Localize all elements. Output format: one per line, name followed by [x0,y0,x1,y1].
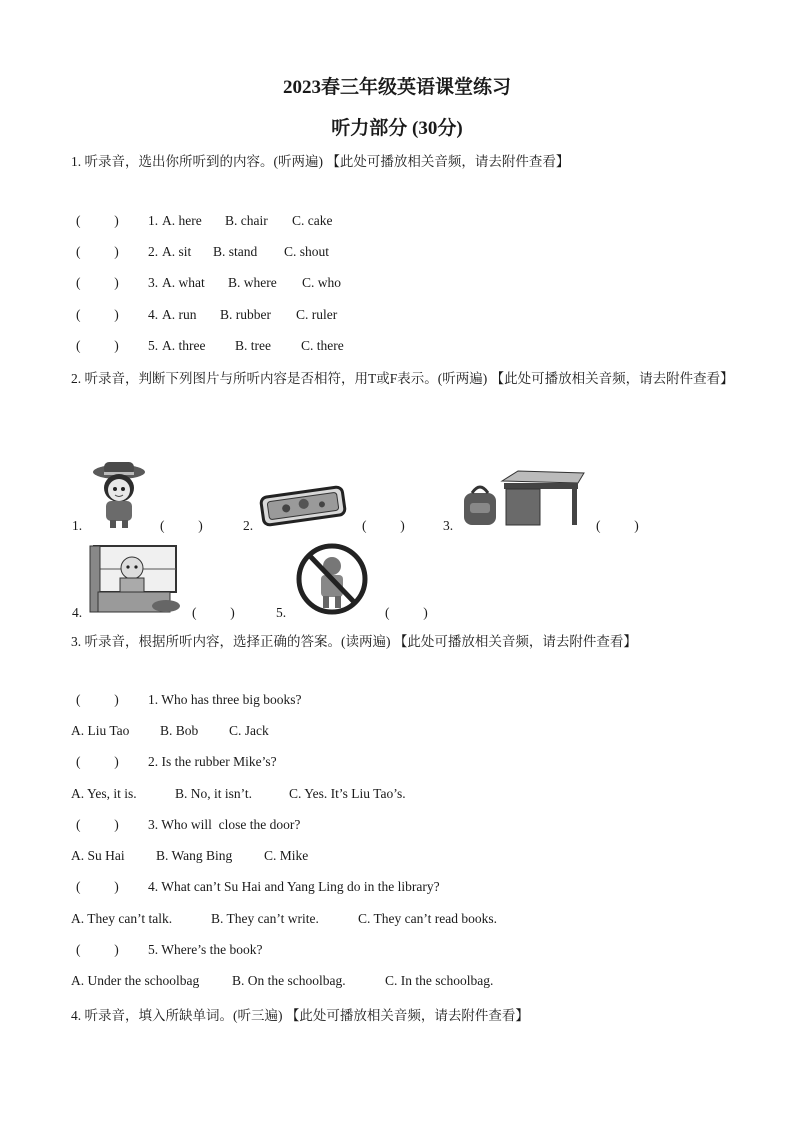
schoolbag-and-desk-icon [458,467,586,529]
answer-blank[interactable]: ( ) [76,244,119,259]
option-b: B. No, it isn’t. [175,786,253,801]
item-number: 5. [148,338,159,353]
item-number: 2. [148,244,159,259]
section2-heading: 2. 听录音，判断下列图片与所听内容是否相符，用T或F表示。(听两遍) 【此处可播放相关音频，请去附件查看】 [71,371,734,386]
question-text: 3. Who will close the door? [148,817,301,832]
option-a: A. Liu Tao [71,723,130,738]
pencil-case-icon [258,484,348,528]
option-a: A. Yes, it is. [71,786,137,801]
option-a: A. Su Hai [71,848,125,863]
option-c: C. In the schoolbag. [385,973,494,988]
answer-blank[interactable]: ( ) [76,817,119,832]
option-b: B. rubber [220,307,271,322]
answer-blank[interactable]: ( ) [76,275,119,290]
option-b: B. chair [225,213,268,228]
page-subtitle: 听力部分 (30分) [331,118,463,139]
section1-heading: 1. 听录音，选出你所听到的内容。(听两遍) 【此处可播放相关音频，请去附件查看】 [71,154,570,169]
option-a: A. what [162,275,205,290]
option-c: C. ruler [296,307,338,322]
question-text: 2. Is the rubber Mike’s? [148,754,277,769]
answer-blank[interactable]: ( ) [76,879,119,894]
option-c: C. They can’t read books. [358,911,497,926]
option-a: A. sit [162,244,192,259]
option-a: A. Under the schoolbag [71,973,200,988]
answer-blank[interactable]: ( ) [76,213,119,228]
no-boy-sign-icon [292,540,372,618]
question-text: 4. What can’t Su Hai and Yang Ling do in the library? [148,879,440,894]
answer-blank[interactable]: ( ) [76,692,119,707]
option-b: B. tree [235,338,271,353]
answer-blank[interactable]: ( ) [76,754,119,769]
option-c: C. who [302,275,342,290]
section3-heading: 3. 听录音，根据所听内容，选择正确的答案。(读两遍) 【此处可播放相关音频，请去附件查看】 [71,634,637,649]
option-a: A. three [162,338,206,353]
answer-blank[interactable]: ( ) [160,518,203,533]
answer-blank[interactable]: ( ) [385,605,428,620]
option-c: C. there [301,338,344,353]
answer-blank[interactable]: ( ) [192,605,235,620]
answer-blank[interactable]: ( ) [362,518,405,533]
picture-label: 4. [72,605,83,620]
option-c: C. Yes. It’s Liu Tao’s. [289,786,406,801]
option-c: C. shout [284,244,330,259]
option-b: B. Wang Bing [156,848,233,863]
question-text: 1. Who has three big books? [148,692,302,707]
answer-blank[interactable]: ( ) [596,518,639,533]
option-b: B. They can’t write. [211,911,319,926]
question-text: 5. Where’s the book? [148,942,263,957]
option-c: C. Jack [229,723,269,738]
item-number: 3. [148,275,159,290]
option-a: A. here [162,213,202,228]
option-b: B. where [228,275,277,290]
option-a: A. They can’t talk. [71,911,173,926]
item-number: 1. [148,213,159,228]
answer-blank[interactable]: ( ) [76,307,119,322]
item-number: 4. [148,307,159,322]
girl-with-hat-icon [88,458,150,530]
option-a: A. run [162,307,197,322]
answer-blank[interactable]: ( ) [76,942,119,957]
answer-blank[interactable]: ( ) [76,338,119,353]
option-c: C. cake [292,213,333,228]
option-c: C. Mike [264,848,309,863]
section4-heading: 4. 听录音，填入所缺单词。(听三遍) 【此处可播放相关音频，请去附件查看】 [71,1008,529,1023]
picture-label: 5. [276,605,287,620]
option-b: B. On the schoolbag. [232,973,346,988]
girl-at-window-icon [88,542,184,616]
page-title: 2023春三年级英语课堂练习 [282,77,511,98]
picture-label: 1. [72,518,83,533]
picture-label: 3. [443,518,454,533]
picture-label: 2. [243,518,254,533]
option-b: B. Bob [160,723,199,738]
option-b: B. stand [213,244,258,259]
